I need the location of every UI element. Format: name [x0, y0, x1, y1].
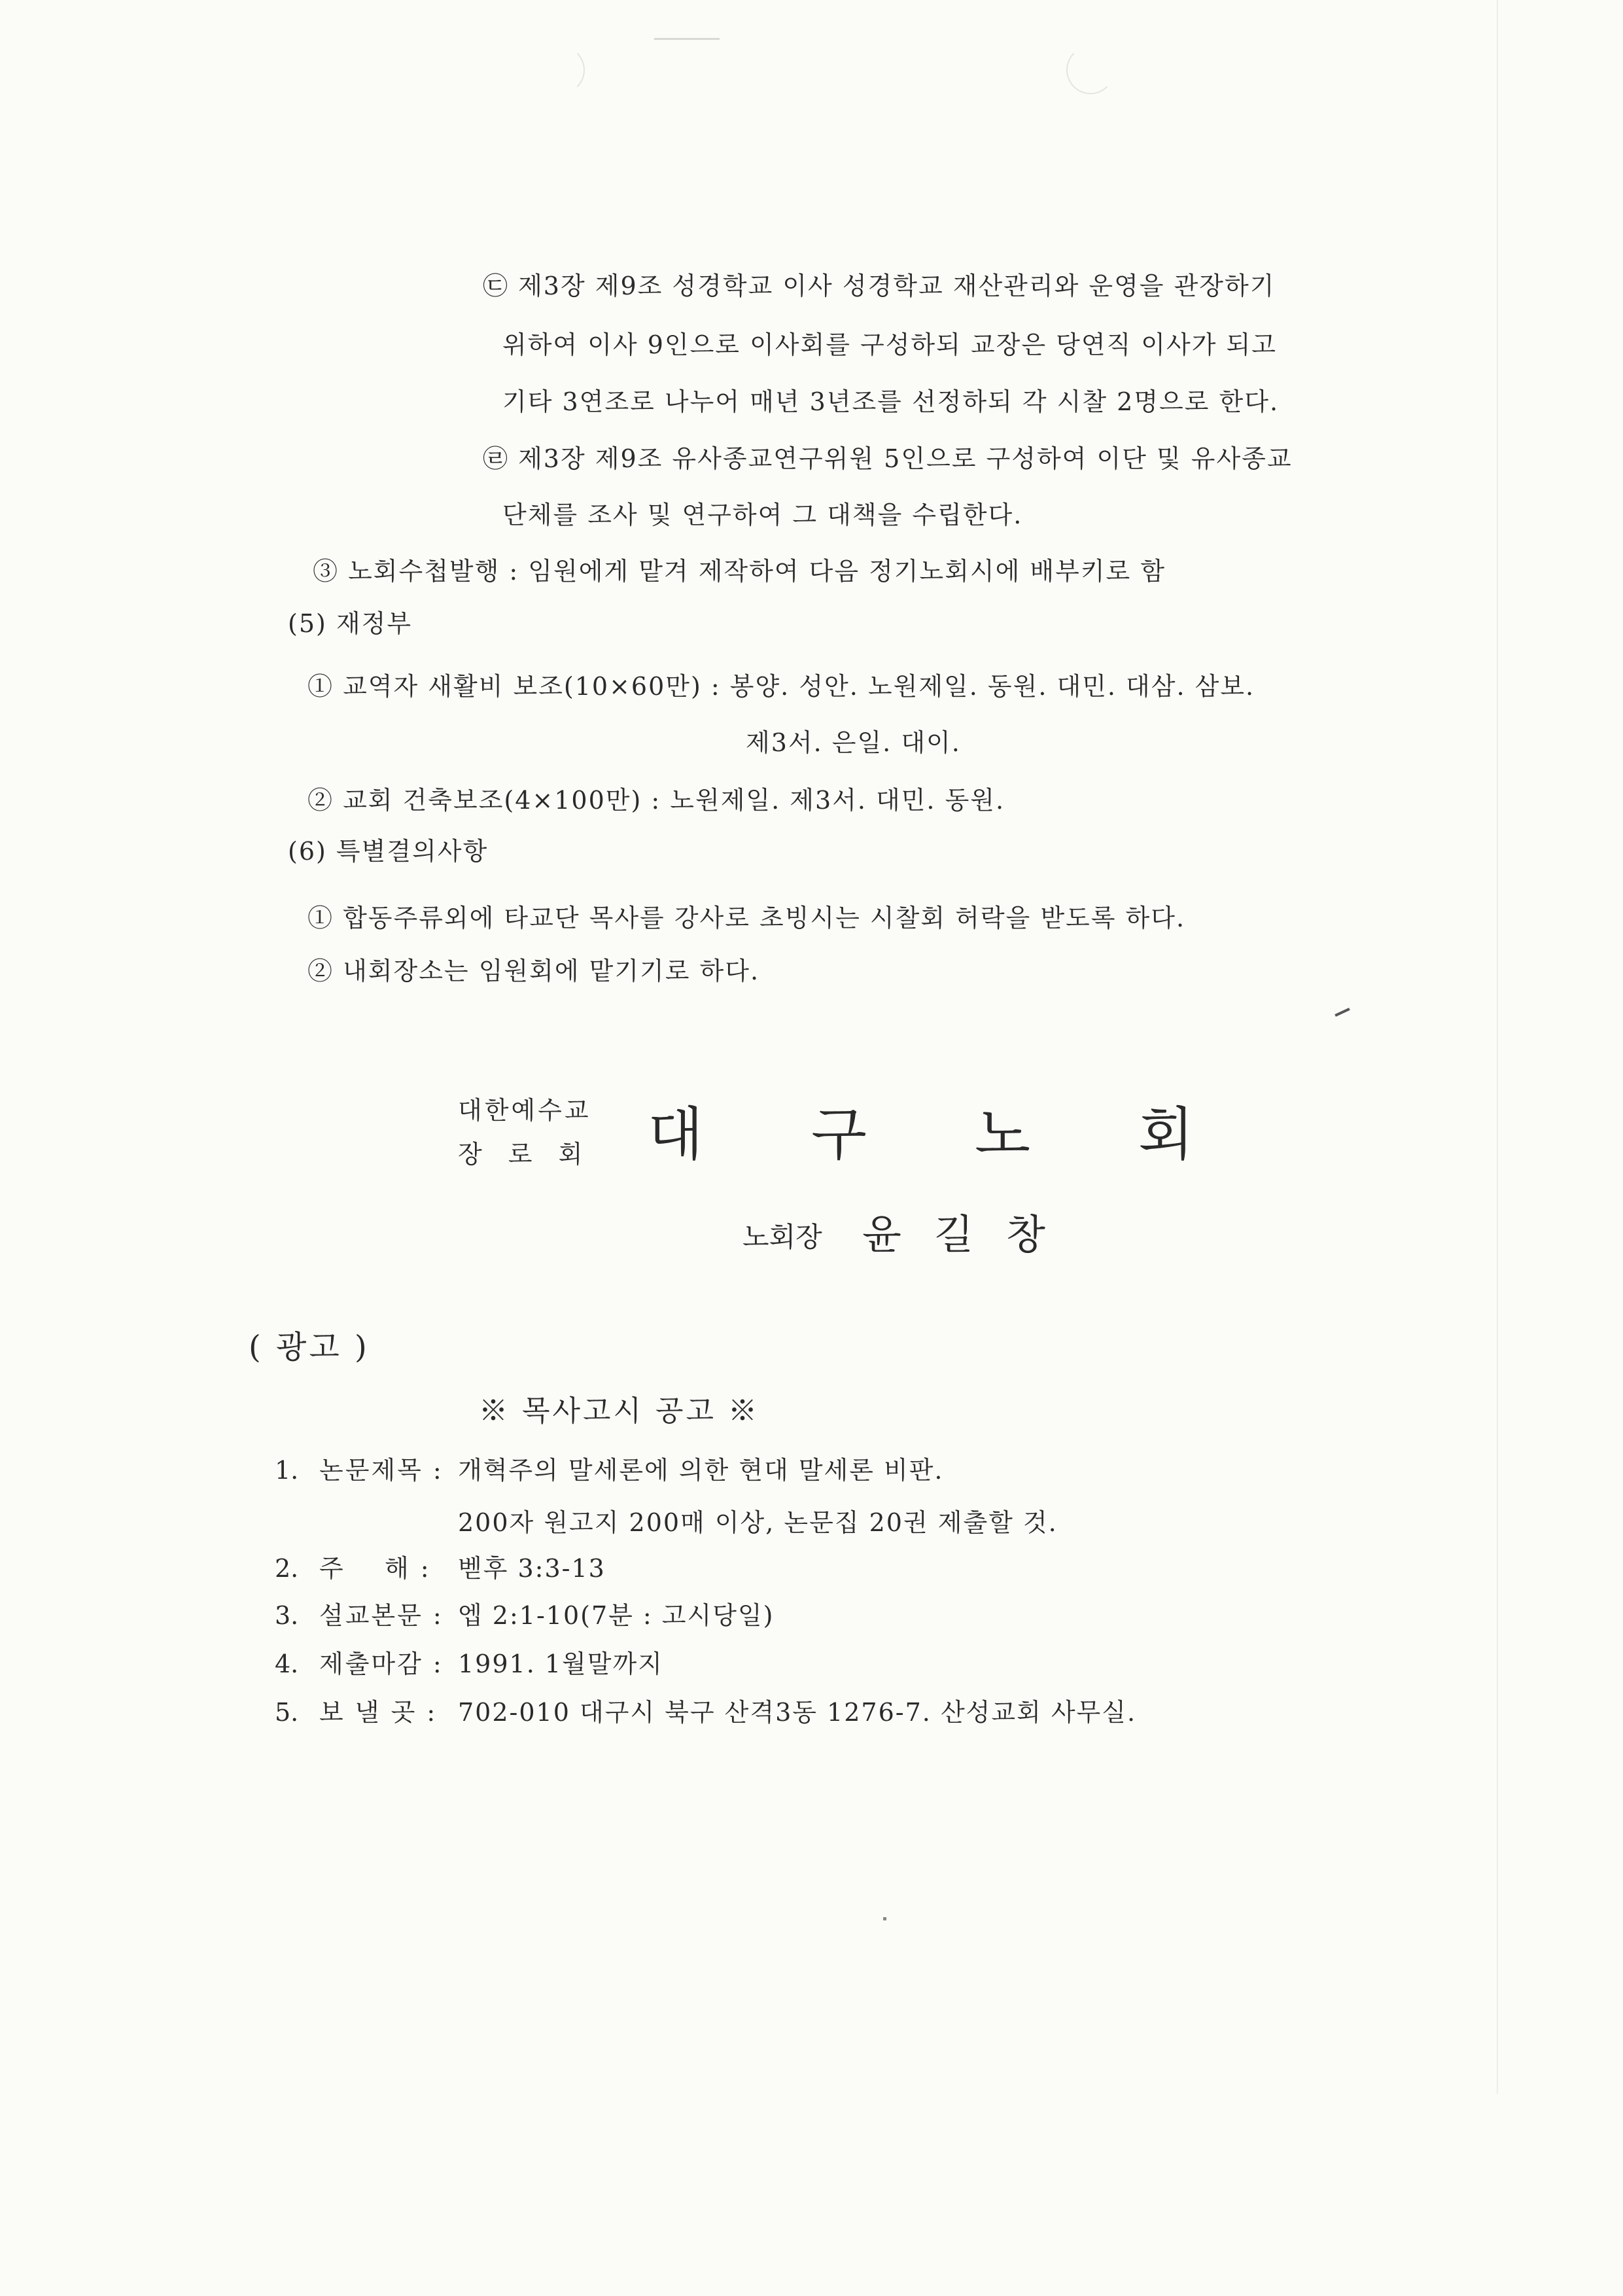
punch-hole-mark — [536, 46, 585, 94]
article-item-c: ㉢ 제3장 제9조 성경학교 이사 성경학교 재산관리와 운영을 관장하기 — [483, 272, 1276, 300]
ad-item-number: 4. — [275, 1650, 299, 1678]
ad-item-value: 엡 2:1-10(7분 : 고시당일) — [458, 1601, 775, 1630]
ad-item-number: 2. — [275, 1554, 299, 1583]
ad-item-key: 논문제목 : — [319, 1456, 444, 1485]
page-edge-line — [1497, 0, 1498, 2094]
article-item-3: ③ 노회수첩발행 : 임원에게 맡겨 제작하여 다음 정기노회시에 배부키로 함 — [313, 557, 1166, 586]
ad-item-key: 주 해 : — [319, 1554, 431, 1583]
special-heading: (6) 특별결의사항 — [288, 837, 489, 866]
ad-item-number: 1. — [275, 1456, 299, 1485]
scan-speck — [883, 1917, 886, 1920]
president-label: 노회장 — [742, 1221, 822, 1253]
article-item-c-continuation: 위하여 이사 9인으로 이사회를 구성하되 교장은 당연직 이사가 되고 — [502, 330, 1277, 359]
punch-hole-mark — [1066, 46, 1115, 94]
president-name-char: 길 — [934, 1210, 973, 1258]
ad-item-value: 벧후 3:3-13 — [458, 1554, 606, 1583]
ad-item-value: 702-010 대구시 북구 산격3동 1276-7. 산성교회 사무실. — [458, 1698, 1137, 1727]
finance-heading: (5) 재정부 — [288, 609, 413, 638]
ad-item-key: 설교본문 : — [319, 1601, 444, 1630]
article-item-d-continuation: 단체를 조사 및 연구하여 그 대책을 수립한다. — [502, 501, 1023, 529]
org-name-char: 회 — [1138, 1101, 1195, 1168]
ad-item-number: 3. — [275, 1601, 299, 1630]
ad-item-value-continuation: 200자 원고지 200매 이상, 논문집 20권 제출할 것. — [458, 1508, 1058, 1537]
org-denomination: 대한예수교 — [458, 1096, 591, 1125]
finance-item-1-continuation: 제3서. 은일. 대이. — [746, 728, 961, 757]
org-name-char: 구 — [811, 1101, 867, 1168]
president-name — [862, 1210, 1078, 1258]
president-name-char: 윤 — [862, 1210, 901, 1258]
ad-item-key: 보 낼 곳 : — [319, 1698, 438, 1727]
org-name — [648, 1101, 1302, 1168]
ad-item-number: 5. — [275, 1698, 299, 1727]
special-item-2: ② 내회장소는 임원회에 맡기기로 하다. — [307, 957, 760, 985]
ad-item-key: 제출마감 : — [319, 1650, 444, 1678]
president-name-char: 창 — [1006, 1210, 1045, 1258]
finance-item-1: ① 교역자 새활비 보조(10×60만) : 봉양. 성안. 노원제일. 동원. 대민. 대삼. 삼보. — [307, 672, 1255, 701]
special-item-1: ① 합동주류외에 타교단 목사를 강사로 초빙시는 시찰회 허락을 받도록 하다. — [307, 904, 1186, 932]
org-denomination: 장 로 회 — [458, 1140, 592, 1169]
org-name-char: 대 — [648, 1101, 704, 1168]
scan-speck — [1335, 1008, 1350, 1017]
ad-item-value: 개혁주의 말세론에 의한 현대 말세론 비판. — [458, 1456, 944, 1485]
scan-speck — [654, 38, 720, 40]
article-item-c-continuation: 기타 3연조로 나누어 매년 3년조를 선정하되 각 시찰 2명으로 한다. — [502, 387, 1280, 416]
notice-title: ※ 목사고시 공고 ※ — [479, 1394, 759, 1428]
org-name-char: 노 — [975, 1101, 1031, 1168]
ad-label: ( 광고 ) — [249, 1329, 370, 1366]
finance-item-2: ② 교회 건축보조(4×100만) : 노원제일. 제3서. 대민. 동원. — [307, 786, 1005, 815]
ad-item-value: 1991. 1월말까지 — [458, 1650, 663, 1678]
article-item-d: ㉣ 제3장 제9조 유사종교연구위원 5인으로 구성하여 이단 및 유사종교 — [483, 444, 1293, 473]
